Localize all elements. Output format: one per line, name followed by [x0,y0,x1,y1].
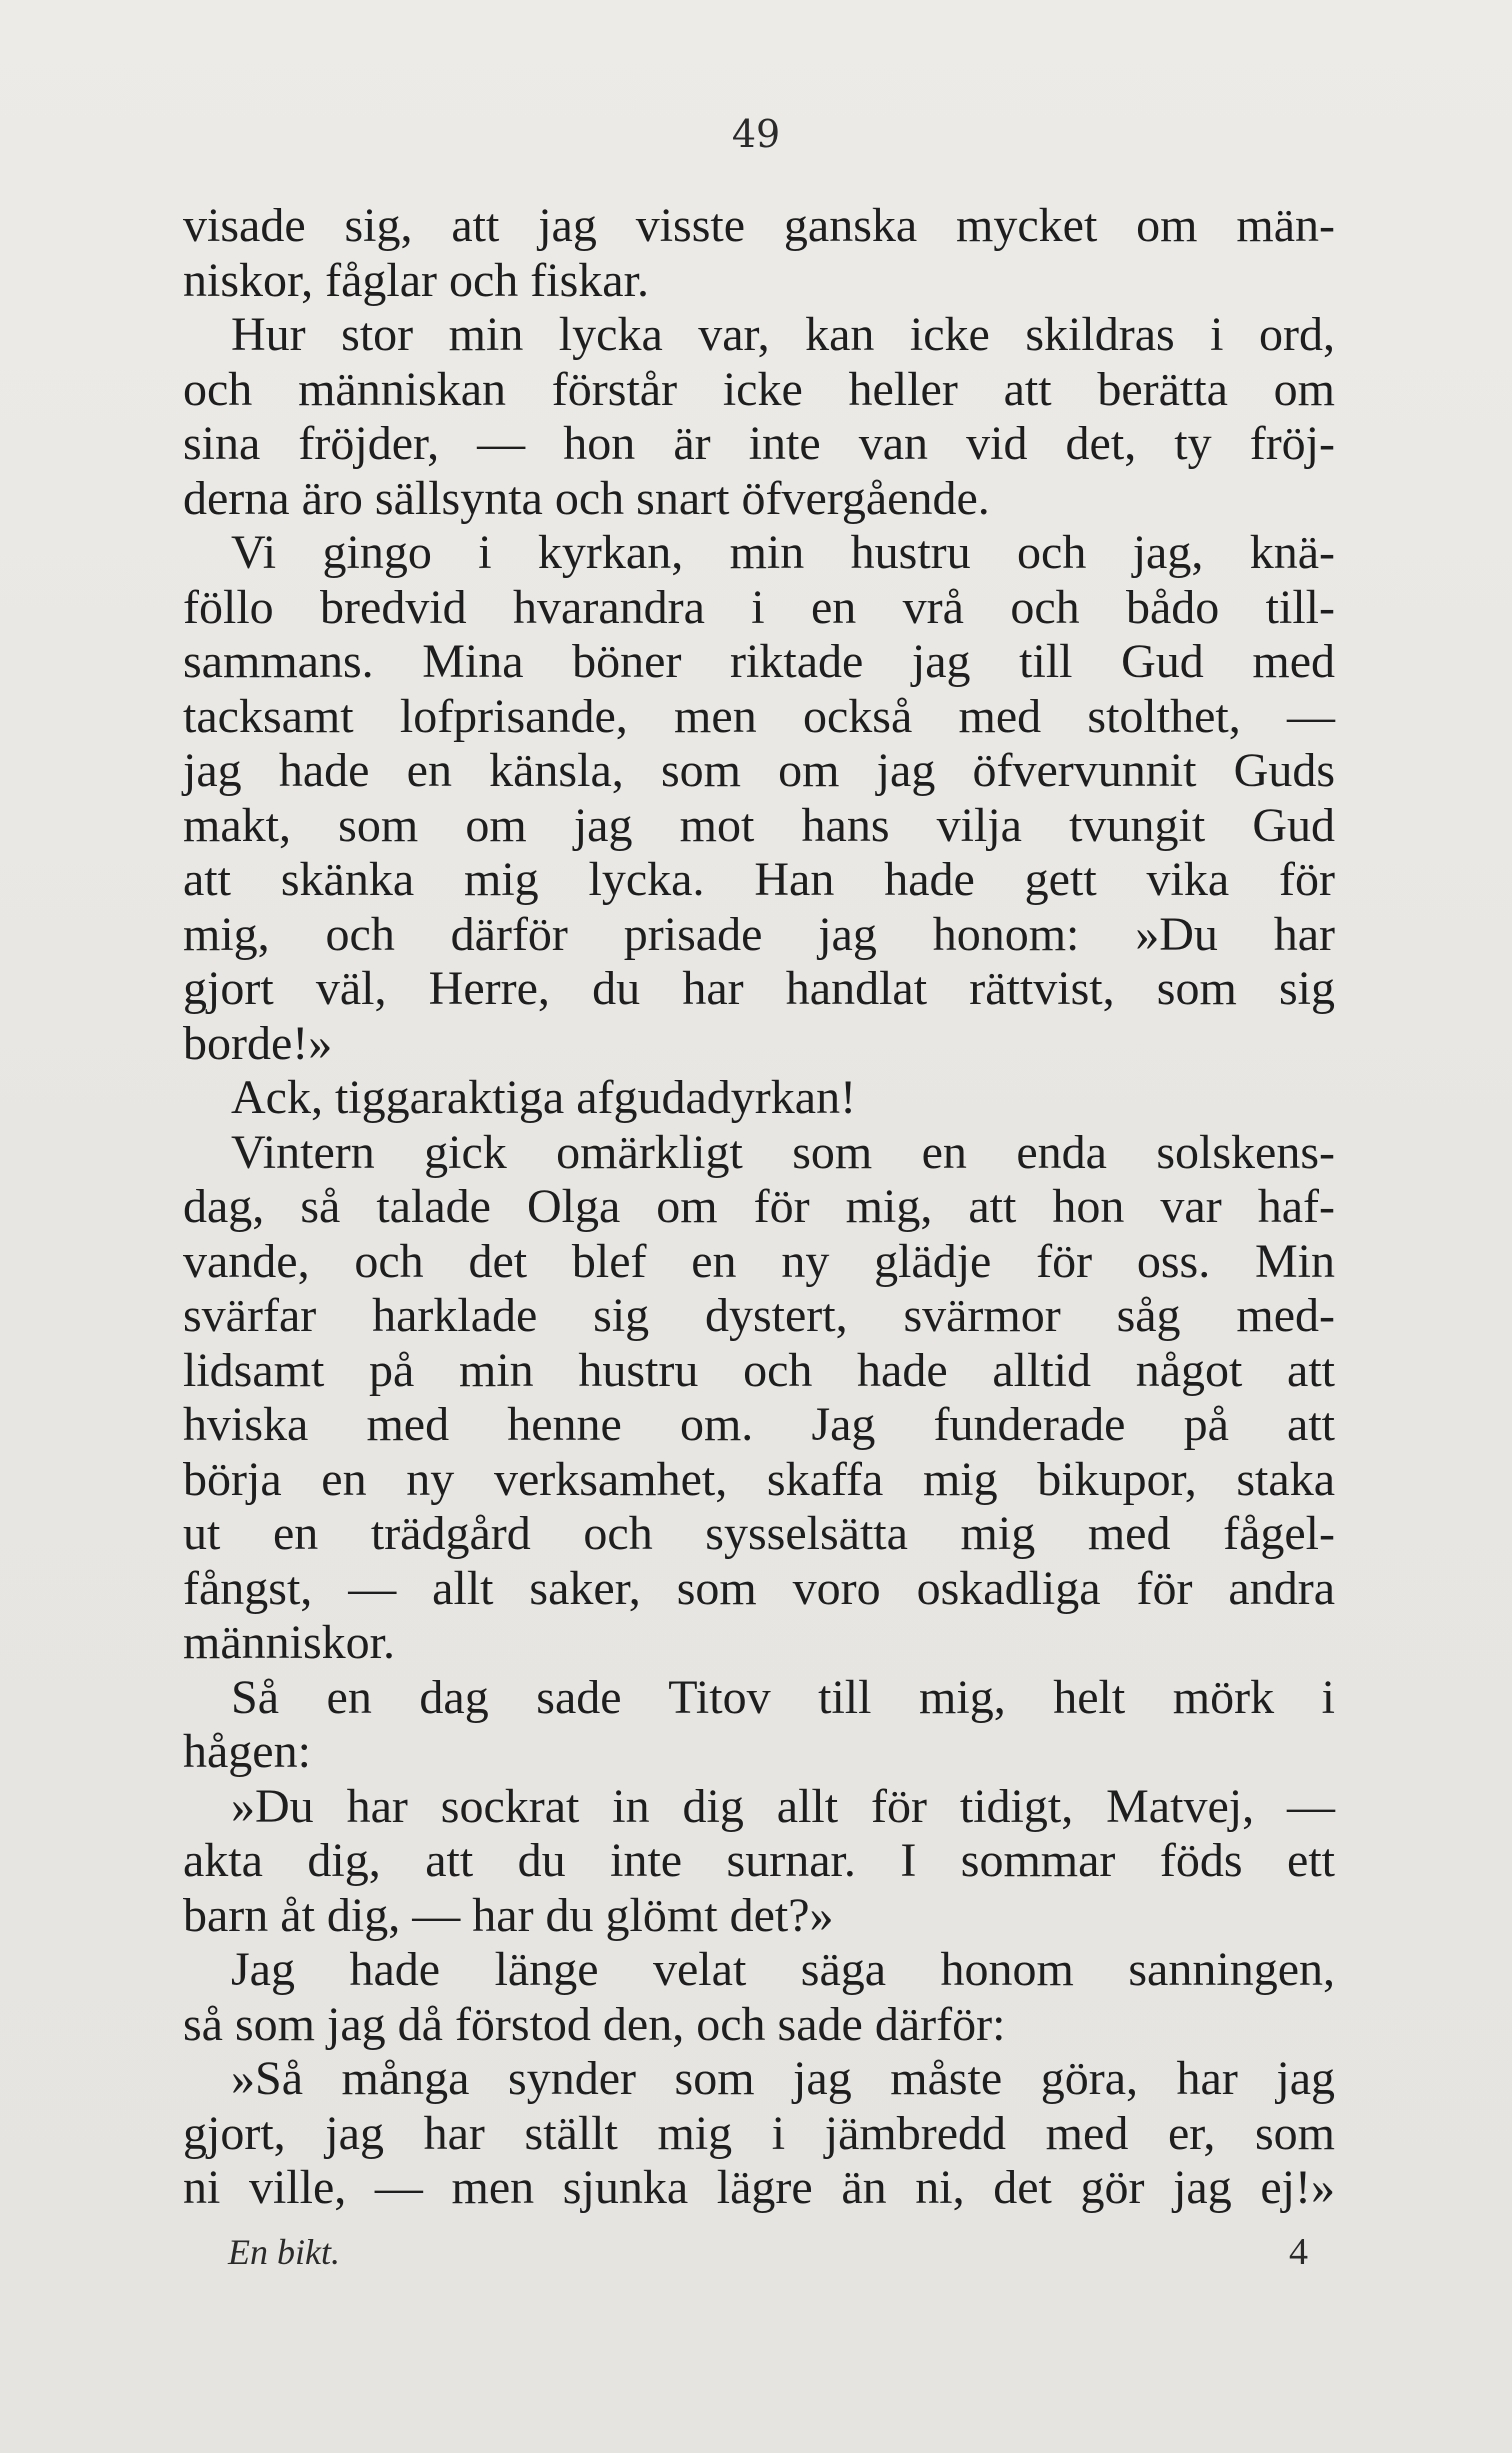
text-line: hviska med henne om. Jag funderade på att [183,1398,1335,1451]
text-line: Vintern gick omärkligt som en enda solskens- [231,1125,1335,1179]
signature-mark: En bikt. [228,2232,340,2272]
text-line: Hur stor min lycka var, kan icke skildras i ord, [231,308,1335,361]
text-line: »Så många synder som jag måste göra, har jag [231,2052,1335,2105]
text-line: visade sig, att jag visste ganska mycket om män- [183,199,1335,252]
text-line: dag, så talade Olga om för mig, att hon var haf- [183,1180,1335,1233]
text-line: Så en dag sade Titov till mig, helt mörk i [231,1670,1335,1724]
text-line: Jag hade länge velat säga honom sanningen, [231,1943,1335,1996]
text-line: så som jag då förstod den, och sade därför: [183,1997,1006,2051]
text-line: föllo bredvid hvarandra i en vrå och bådo till- [183,580,1335,634]
text-line: tacksamt lofprisande, men också med stolthet, — [183,689,1335,743]
page-number: 49 [731,112,781,156]
text-line: akta dig, att du inte surnar. I sommar föds ett [183,1834,1335,1887]
text-line: gjort, jag har ställt mig i jämbredd med er, som [183,2106,1335,2160]
text-line: Vi gingo i kyrkan, min hustru och jag, knä- [231,526,1335,579]
text-line: och människan förstår icke heller att berätta om [183,362,1335,416]
text-line: makt, som om jag mot hans vilja tvungit Gud [183,798,1335,852]
body-text [183,199,1335,2216]
text-line: lidsamt på min hustru och hade alltid något att [183,1343,1335,1397]
text-line: ni ville, — men sjunka lägre än ni, det gör jag ej!» [183,2161,1335,2214]
text-line: niskor, fåglar och fiskar. [183,253,649,307]
text-line: gjort väl, Herre, du har handlat rättvist, som sig [183,962,1335,1015]
text-line: fångst, — allt saker, som voro oskadliga för andra [183,1561,1335,1615]
page-footer [228,2222,1308,2282]
text-line: hågen: [183,1725,311,1778]
text-line: derna äro sällsynta och snart öfvergående. [183,471,990,525]
text-line: börja en ny verksamhet, skaffa mig bikupor, staka [183,1452,1335,1506]
text-line: sammans. Mina böner riktade jag till Gud med [183,635,1335,688]
text-line: »Du har sockrat in dig allt för tidigt, Matvej, — [231,1779,1335,1833]
text-line: svärfar harklade sig dystert, svärmor såg med- [183,1289,1335,1342]
text-line: jag hade en känsla, som om jag öfvervunnit Guds [183,744,1335,797]
text-line: mig, och därför prisade jag honom: »Du har [183,907,1335,961]
text-line: sina fröjder, — hon är inte van vid det, ty fröj- [183,417,1335,470]
text-line: människor. [183,1616,395,1669]
text-line: att skänka mig lycka. Han hade gett vika för [183,853,1335,906]
sheet-number: 4 [1289,2231,1308,2273]
text-line: Ack, tiggaraktiga afgudadyrkan! [231,1071,857,1124]
text-line: borde!» [183,1016,333,1070]
text-line: barn åt dig, — har du glömt det?» [183,1888,834,1942]
text-line: vande, och det blef en ny glädje för oss. Min [183,1234,1335,1288]
text-line: ut en trädgård och sysselsätta mig med fågel- [183,1507,1335,1560]
